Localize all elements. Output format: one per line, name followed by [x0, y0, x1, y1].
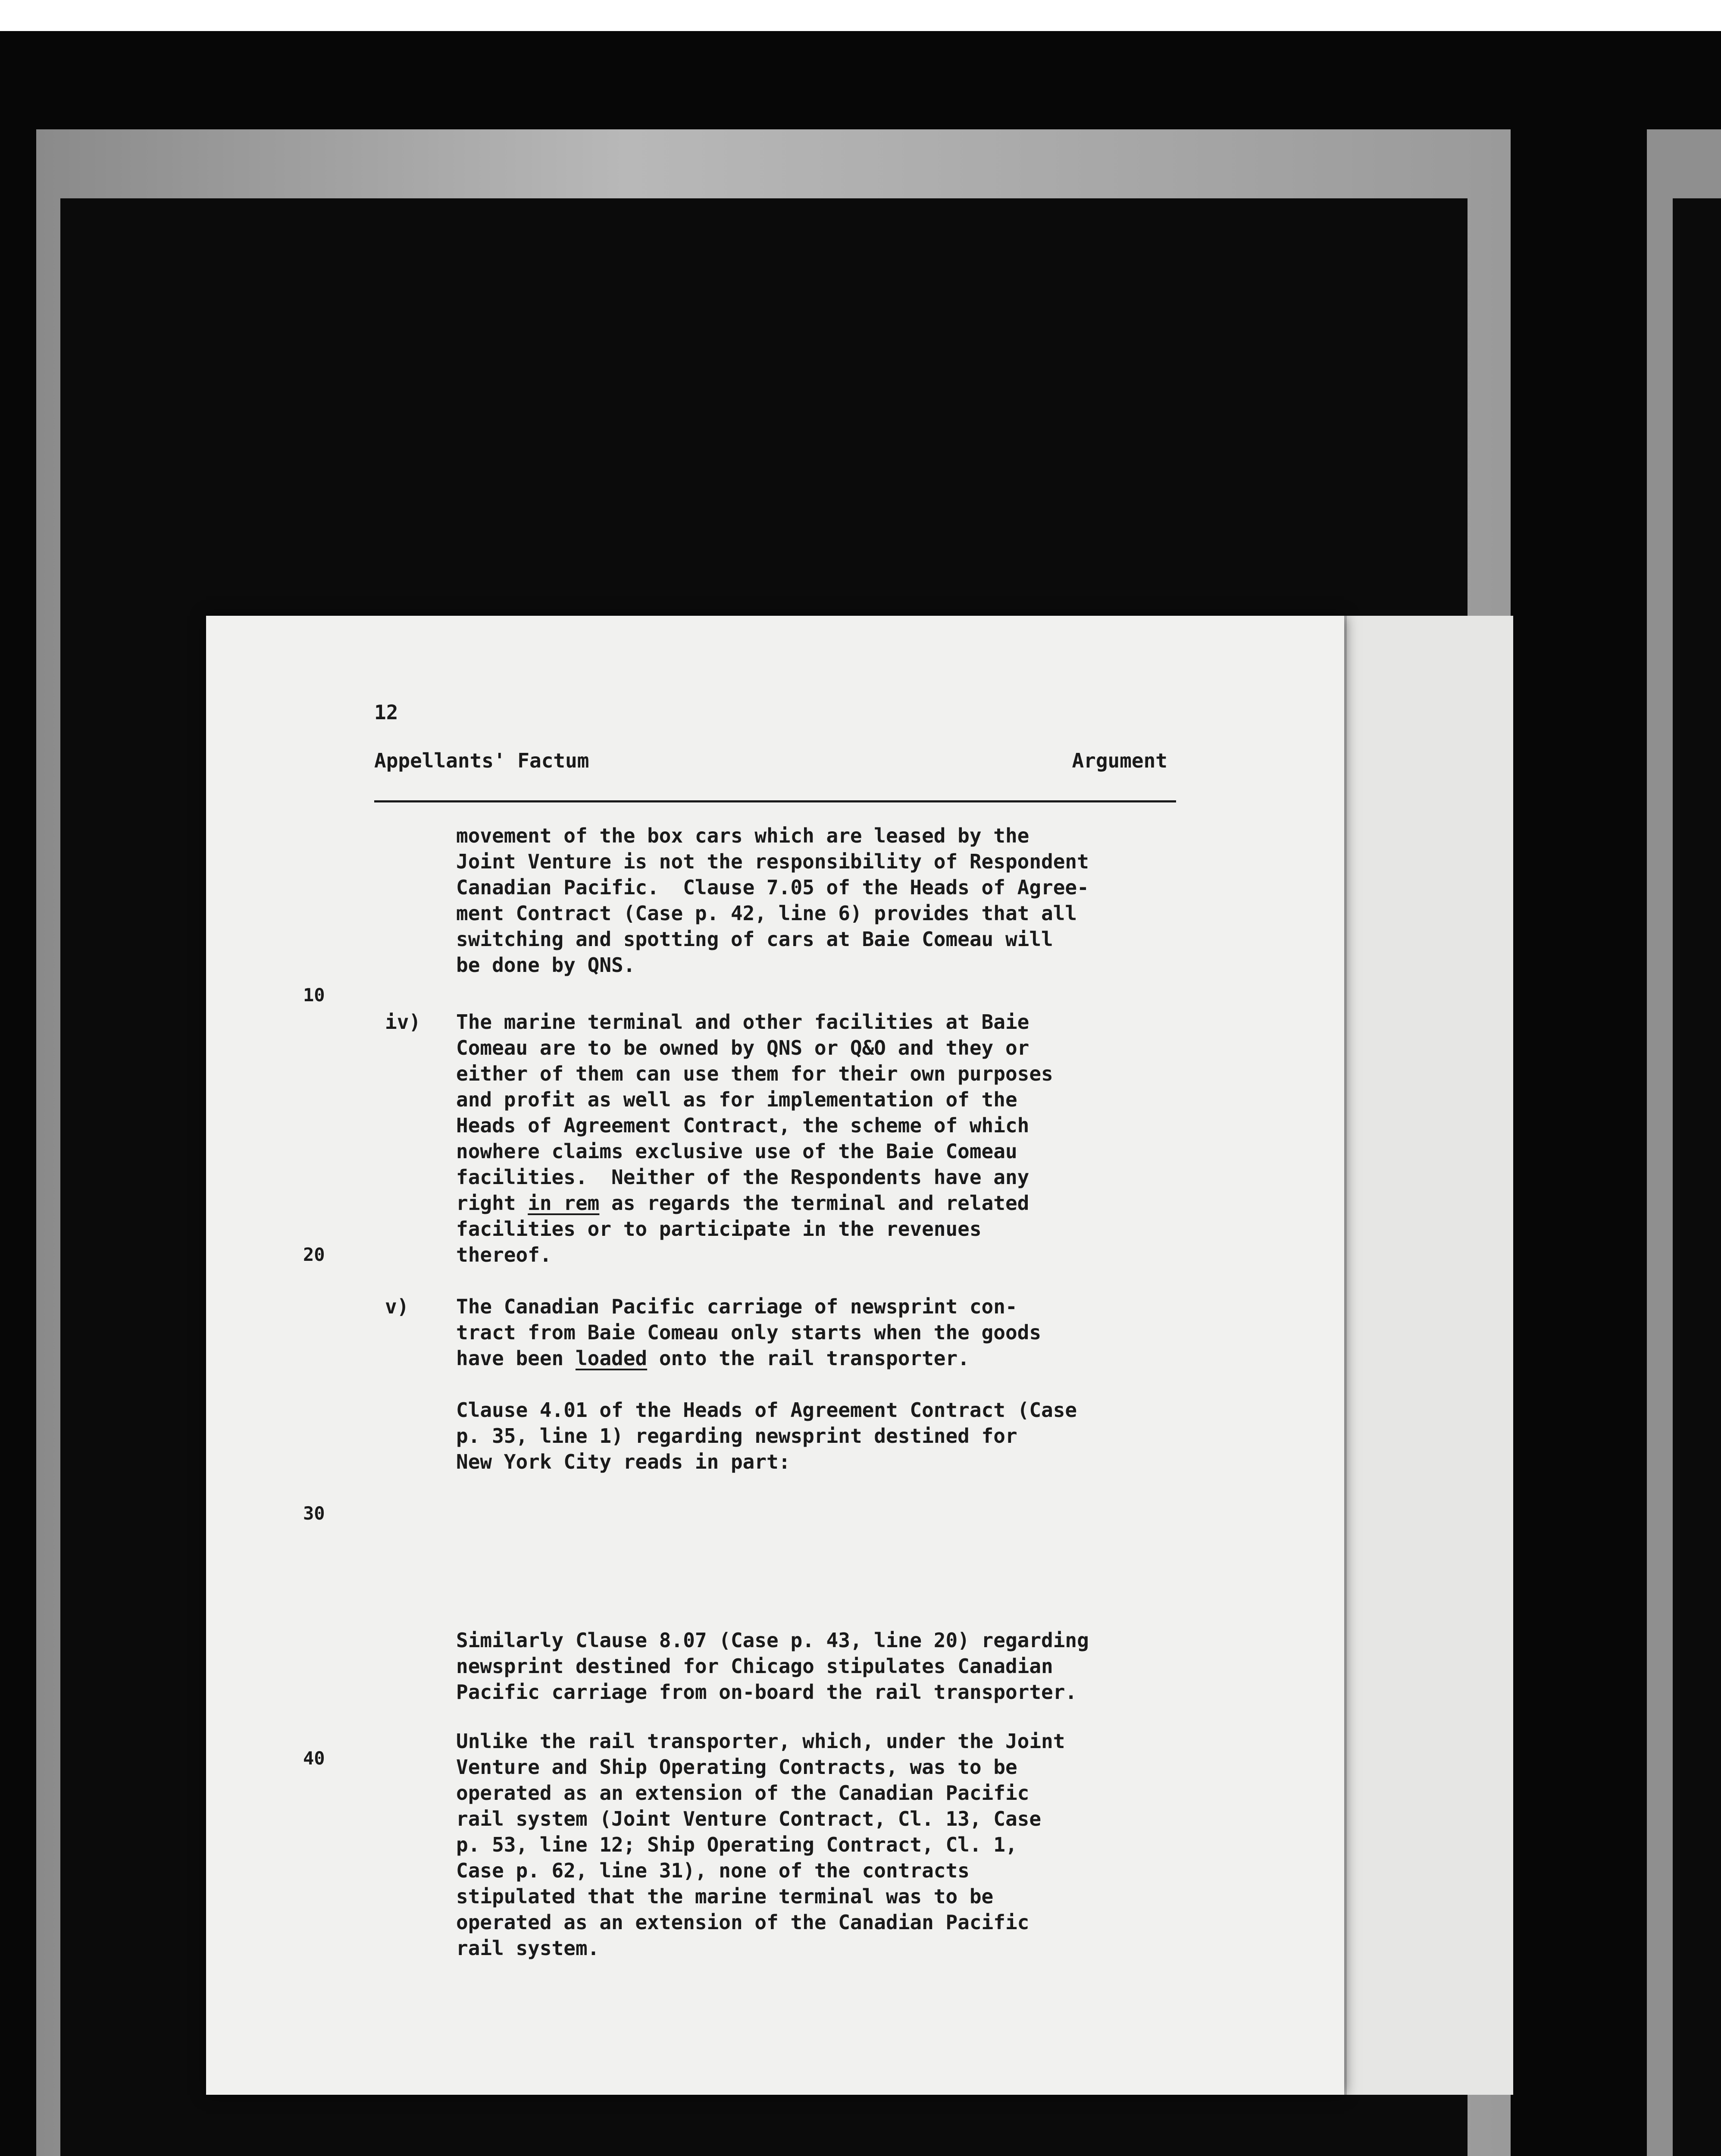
header-rule: [374, 800, 1176, 802]
text-line-with-underline: [473, 1552, 1215, 1578]
text-line: operated as an extension of the Canadian Pacific: [456, 1781, 1029, 1805]
text-line: Unlike the rail transporter, which, under the Joint: [456, 1730, 1065, 1753]
text-line: Comeau are to be owned by QNS or Q&O and they or: [456, 1036, 1029, 1059]
text-line: Clause 4.01 of the Heads of Agreement Contract (Case: [456, 1398, 1077, 1422]
text-line: newsprint destined for Chicago stipulates Canadian: [456, 1655, 1053, 1678]
paragraph-rail-transporter: [456, 1728, 1198, 1961]
document-page: [206, 616, 1344, 2095]
text-line: operated as an extension of the Canadian Pacific: [456, 1911, 1029, 1934]
underlined-term: in rem: [528, 1191, 600, 1215]
line-number-40: 40: [303, 1748, 325, 1769]
page-number: 12: [374, 701, 398, 724]
text-line: facilities. Neither of the Respondents have any: [456, 1166, 1029, 1189]
adjacent-frame-interior: [1673, 198, 1721, 2156]
text-line: ment Contract (Case p. 42, line 6) provides that all: [456, 902, 1077, 925]
line-number-20: 20: [303, 1244, 325, 1265]
text-line: p. 35, line 1) regarding newsprint destined for: [456, 1424, 1017, 1448]
text-line-with-underline: [456, 1345, 1198, 1371]
block-quote: [473, 1501, 1215, 1604]
text-line: and profit as well as for implementation of the: [456, 1088, 1017, 1111]
text-line: be done by QNS.: [456, 953, 635, 977]
paragraph-carriage: [456, 1294, 1198, 1371]
text-run: onto the rail transporter.: [647, 1347, 970, 1370]
header-title: Appellants' Factum: [374, 749, 589, 772]
text-line: Similarly Clause 8.07 (Case p. 43, line 20) regarding: [456, 1629, 1089, 1652]
text-line: thereof.: [456, 1243, 552, 1266]
line-number-30: 30: [303, 1503, 325, 1524]
text-run: have been: [456, 1347, 576, 1370]
text-line: Case p. 62, line 31), none of the contracts: [456, 1859, 970, 1882]
text-line: movement of the box cars which are leased by the: [456, 824, 1029, 847]
text-line: Venture and Ship Operating Contracts, was to be: [456, 1755, 1017, 1779]
paragraph-clause-8-07: [456, 1627, 1198, 1705]
text-line: [473, 1526, 1215, 1552]
text-line: nowhere claims exclusive use of the Baie Comeau: [456, 1140, 1017, 1163]
text-line: [473, 1578, 1215, 1604]
text-line-with-underline: [456, 1190, 1198, 1216]
underlined-term: loaded: [575, 1347, 648, 1370]
text-line: Joint Venture is not the responsibility of Respondent: [456, 850, 1089, 873]
text-line: either of them can use them for their own purposes: [456, 1062, 1053, 1085]
paragraph-box-cars: [456, 823, 1198, 978]
item-label-v: v): [385, 1295, 409, 1318]
text-line: rail system.: [456, 1937, 600, 1960]
text-line: rail system (Joint Venture Contract, Cl. 13, Case: [456, 1807, 1042, 1830]
text-line: Heads of Agreement Contract, the scheme of which: [456, 1114, 1029, 1137]
facing-page-edge: [1344, 616, 1513, 2095]
text-line: New York City reads in part:: [456, 1450, 791, 1473]
text-line: The marine terminal and other facilities at Baie: [456, 1010, 1029, 1034]
text-line: facilities or to participate in the revenues: [456, 1217, 982, 1241]
text-line: tract from Baie Comeau only starts when the goods: [456, 1321, 1042, 1344]
item-label-iv: iv): [385, 1010, 421, 1034]
text-line: The Canadian Pacific carriage of newsprint con-: [456, 1295, 1017, 1318]
text-line: switching and spotting of cars at Baie Comeau will: [456, 928, 1053, 951]
header-section: Argument: [1072, 749, 1167, 772]
text-line: p. 53, line 12; Ship Operating Contract, Cl. 1,: [456, 1833, 1017, 1856]
text-line: [473, 1501, 1215, 1526]
text-run: right: [456, 1191, 528, 1215]
text-line: Canadian Pacific. Clause 7.05 of the Heads of Agree-: [456, 876, 1089, 899]
text-line: stipulated that the marine terminal was to be: [456, 1885, 994, 1908]
line-number-10: 10: [303, 984, 325, 1006]
paragraph-clause-4-01: [456, 1397, 1198, 1475]
paragraph-marine-terminal: [456, 1009, 1198, 1268]
text-line: Pacific carriage from on-board the rail transporter.: [456, 1680, 1077, 1704]
text-run: as regards the terminal and related: [599, 1191, 1029, 1215]
